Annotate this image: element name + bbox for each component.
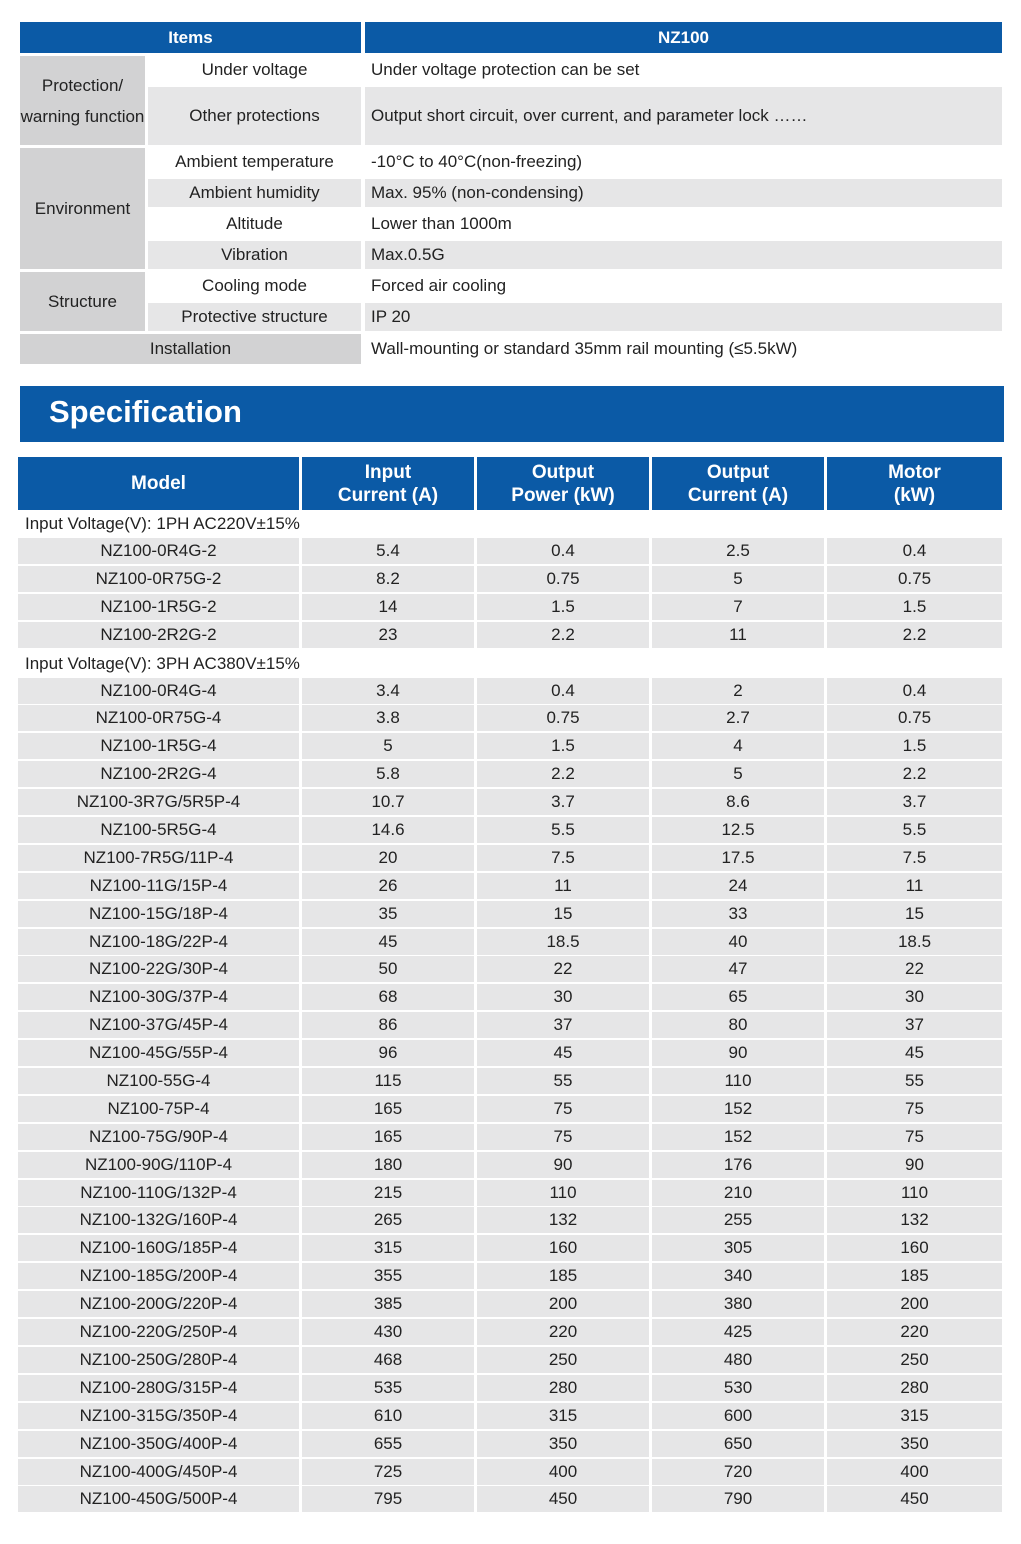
installation-row xyxy=(20,334,1002,364)
spec-header-output-power: Output Power (kW) xyxy=(477,457,649,510)
cell-output-current: 110 xyxy=(652,1068,824,1094)
cell-model: NZ100-350G/400P-4 xyxy=(18,1431,299,1457)
table-row xyxy=(18,929,1002,955)
cell-model: NZ100-2R2G-4 xyxy=(18,761,299,787)
cell-output-current: 5 xyxy=(652,566,824,592)
cell-model: NZ100-5R5G-4 xyxy=(18,817,299,843)
cell-motor: 400 xyxy=(827,1459,1002,1485)
cell-output-current: 4 xyxy=(652,733,824,759)
cell-input-current: 26 xyxy=(302,873,474,899)
cell-output-power: 250 xyxy=(477,1347,649,1373)
cell-output-current: 152 xyxy=(652,1124,824,1150)
cell-model: NZ100-450G/500P-4 xyxy=(18,1486,299,1512)
table-row xyxy=(18,901,1002,927)
cell-input-current: 535 xyxy=(302,1375,474,1401)
item-row xyxy=(148,148,1002,176)
cell-output-power: 30 xyxy=(477,984,649,1010)
cell-input-current: 5.4 xyxy=(302,538,474,564)
cell-output-power: 220 xyxy=(477,1319,649,1345)
cell-input-current: 8.2 xyxy=(302,566,474,592)
cell-output-power: 45 xyxy=(477,1040,649,1066)
cell-model: NZ100-11G/15P-4 xyxy=(18,873,299,899)
cell-output-power: 110 xyxy=(477,1180,649,1206)
table-row xyxy=(18,1403,1002,1429)
item-value: Max. 95% (non-condensing) xyxy=(365,179,1002,207)
table-row xyxy=(18,1319,1002,1345)
item-value: Lower than 1000m xyxy=(371,214,512,233)
group-label: Environment xyxy=(20,148,145,269)
cell-output-power: 200 xyxy=(477,1291,649,1317)
cell-model: NZ100-55G-4 xyxy=(18,1068,299,1094)
cell-motor: 110 xyxy=(827,1180,1002,1206)
cell-output-current: 2.5 xyxy=(652,538,824,564)
cell-output-power: 315 xyxy=(477,1403,649,1429)
spec-header-motor: Motor (kW) xyxy=(827,457,1002,510)
table-row xyxy=(18,538,1002,564)
cell-output-power: 450 xyxy=(477,1486,649,1512)
table-row xyxy=(18,789,1002,815)
cell-input-current: 68 xyxy=(302,984,474,1010)
item-row xyxy=(148,56,1002,84)
cell-output-power: 5.5 xyxy=(477,817,649,843)
cell-output-current: 12.5 xyxy=(652,817,824,843)
spec-body xyxy=(18,510,1002,1512)
cell-model: NZ100-110G/132P-4 xyxy=(18,1180,299,1206)
table-row xyxy=(18,1180,1002,1206)
cell-model: NZ100-0R4G-2 xyxy=(18,538,299,564)
item-row xyxy=(148,241,1002,269)
cell-motor: 132 xyxy=(827,1207,1002,1233)
table-row xyxy=(18,1263,1002,1289)
cell-input-current: 385 xyxy=(302,1291,474,1317)
cell-output-current: 176 xyxy=(652,1152,824,1178)
cell-motor: 37 xyxy=(827,1012,1002,1038)
cell-output-power: 3.7 xyxy=(477,789,649,815)
cell-output-current: 650 xyxy=(652,1431,824,1457)
cell-output-current: 24 xyxy=(652,873,824,899)
cell-motor: 11 xyxy=(827,873,1002,899)
cell-input-current: 3.8 xyxy=(302,705,474,731)
cell-output-power: 400 xyxy=(477,1459,649,1485)
table-row xyxy=(18,984,1002,1010)
cell-model: NZ100-75G/90P-4 xyxy=(18,1124,299,1150)
voltage-section-label: Input Voltage(V): 3PH AC380V±15% xyxy=(25,653,300,673)
cell-model: NZ100-160G/185P-4 xyxy=(18,1235,299,1261)
cell-output-current: 90 xyxy=(652,1040,824,1066)
cell-output-power: 75 xyxy=(477,1096,649,1122)
cell-input-current: 14 xyxy=(302,594,474,620)
table-row xyxy=(18,956,1002,982)
cell-output-current: 11 xyxy=(652,622,824,648)
cell-model: NZ100-37G/45P-4 xyxy=(18,1012,299,1038)
cell-input-current: 610 xyxy=(302,1403,474,1429)
cell-input-current: 10.7 xyxy=(302,789,474,815)
table-row xyxy=(18,678,1002,704)
group-protection xyxy=(20,56,1002,145)
cell-model: NZ100-30G/37P-4 xyxy=(18,984,299,1010)
spec-header-model: Model xyxy=(18,457,299,510)
item-key: Protective structure xyxy=(148,303,361,331)
table-row xyxy=(18,1291,1002,1317)
cell-motor: 18.5 xyxy=(827,929,1002,955)
cell-output-current: 65 xyxy=(652,984,824,1010)
table-row xyxy=(18,817,1002,843)
table-row xyxy=(18,705,1002,731)
item-key: Ambient humidity xyxy=(148,179,361,207)
cell-motor: 5.5 xyxy=(827,817,1002,843)
cell-input-current: 355 xyxy=(302,1263,474,1289)
cell-motor: 0.75 xyxy=(827,705,1002,731)
cell-model: NZ100-22G/30P-4 xyxy=(18,956,299,982)
item-value: Output short circuit, over current, and parameter lock …… xyxy=(365,87,1002,145)
cell-input-current: 35 xyxy=(302,901,474,927)
cell-output-power: 7.5 xyxy=(477,845,649,871)
cell-model: NZ100-18G/22P-4 xyxy=(18,929,299,955)
cell-motor: 7.5 xyxy=(827,845,1002,871)
item-key: Ambient temperature xyxy=(175,152,334,171)
cell-input-current: 50 xyxy=(302,956,474,982)
cell-output-current: 7 xyxy=(652,594,824,620)
item-value: IP 20 xyxy=(365,303,1002,331)
cell-output-current: 790 xyxy=(652,1486,824,1512)
cell-motor: 315 xyxy=(827,1403,1002,1429)
cell-output-current: 33 xyxy=(652,901,824,927)
table-row xyxy=(18,1040,1002,1066)
table-row xyxy=(18,1431,1002,1457)
item-row xyxy=(148,179,1002,207)
cell-input-current: 14.6 xyxy=(302,817,474,843)
group-label: Structure xyxy=(20,272,145,331)
cell-output-power: 160 xyxy=(477,1235,649,1261)
cell-model: NZ100-0R75G-4 xyxy=(18,705,299,731)
spec-header-input-current: Input Current (A) xyxy=(302,457,474,510)
cell-input-current: 45 xyxy=(302,929,474,955)
items-table xyxy=(20,22,1002,364)
cell-motor: 200 xyxy=(827,1291,1002,1317)
cell-motor: 185 xyxy=(827,1263,1002,1289)
cell-input-current: 115 xyxy=(302,1068,474,1094)
cell-output-current: 152 xyxy=(652,1096,824,1122)
cell-input-current: 165 xyxy=(302,1124,474,1150)
table-row xyxy=(18,845,1002,871)
cell-output-current: 600 xyxy=(652,1403,824,1429)
specification-banner xyxy=(20,386,1004,442)
voltage-section-label: Input Voltage(V): 1PH AC220V±15% xyxy=(25,514,300,533)
cell-output-current: 340 xyxy=(652,1263,824,1289)
table-row xyxy=(18,1375,1002,1401)
table-row xyxy=(18,1068,1002,1094)
cell-input-current: 86 xyxy=(302,1012,474,1038)
cell-output-current: 40 xyxy=(652,929,824,955)
item-value: Max.0.5G xyxy=(365,241,1002,269)
cell-output-current: 5 xyxy=(652,761,824,787)
cell-output-power: 22 xyxy=(477,956,649,982)
item-value: Under voltage protection can be set xyxy=(371,60,640,79)
cell-output-power: 0.4 xyxy=(477,538,649,564)
cell-output-current: 210 xyxy=(652,1180,824,1206)
item-key: Cooling mode xyxy=(202,276,307,295)
table-row xyxy=(18,1152,1002,1178)
cell-model: NZ100-45G/55P-4 xyxy=(18,1040,299,1066)
table-row xyxy=(18,873,1002,899)
cell-output-power: 185 xyxy=(477,1263,649,1289)
installation-key: Installation xyxy=(20,334,361,364)
cell-model: NZ100-1R5G-2 xyxy=(18,594,299,620)
cell-motor: 220 xyxy=(827,1319,1002,1345)
cell-output-current: 480 xyxy=(652,1347,824,1373)
table-row xyxy=(18,566,1002,592)
header-model: NZ100 xyxy=(365,22,1002,53)
cell-input-current: 5.8 xyxy=(302,761,474,787)
cell-motor: 0.4 xyxy=(827,538,1002,564)
item-row xyxy=(148,272,1002,300)
cell-output-power: 2.2 xyxy=(477,622,649,648)
cell-model: NZ100-400G/450P-4 xyxy=(18,1459,299,1485)
cell-model: NZ100-15G/18P-4 xyxy=(18,901,299,927)
cell-input-current: 265 xyxy=(302,1207,474,1233)
cell-output-power: 37 xyxy=(477,1012,649,1038)
item-row xyxy=(148,87,1002,145)
cell-output-current: 8.6 xyxy=(652,789,824,815)
cell-output-power: 90 xyxy=(477,1152,649,1178)
cell-model: NZ100-90G/110P-4 xyxy=(18,1152,299,1178)
item-key: Other protections xyxy=(148,87,361,145)
cell-output-power: 280 xyxy=(477,1375,649,1401)
cell-motor: 1.5 xyxy=(827,733,1002,759)
table-row xyxy=(18,761,1002,787)
cell-model: NZ100-185G/200P-4 xyxy=(18,1263,299,1289)
cell-output-power: 11 xyxy=(477,873,649,899)
cell-model: NZ100-132G/160P-4 xyxy=(18,1207,299,1233)
group-structure xyxy=(20,272,1002,331)
cell-input-current: 20 xyxy=(302,845,474,871)
item-key: Under voltage xyxy=(201,60,308,79)
cell-output-power: 132 xyxy=(477,1207,649,1233)
cell-output-power: 0.75 xyxy=(477,705,649,731)
cell-motor: 2.2 xyxy=(827,761,1002,787)
cell-input-current: 23 xyxy=(302,622,474,648)
cell-output-power: 2.2 xyxy=(477,761,649,787)
group-label: Protection/ warning function xyxy=(20,56,145,145)
item-value: Forced air cooling xyxy=(371,276,507,295)
cell-output-power: 0.75 xyxy=(477,566,649,592)
cell-input-current: 165 xyxy=(302,1096,474,1122)
cell-output-current: 2.7 xyxy=(652,705,824,731)
cell-output-current: 530 xyxy=(652,1375,824,1401)
cell-motor: 15 xyxy=(827,901,1002,927)
table-row xyxy=(18,1124,1002,1150)
table-row xyxy=(18,1486,1002,1512)
table-row xyxy=(18,622,1002,648)
cell-model: NZ100-0R75G-2 xyxy=(18,566,299,592)
cell-model: NZ100-0R4G-4 xyxy=(18,678,299,704)
cell-output-power: 75 xyxy=(477,1124,649,1150)
spec-header-output-current: Output Current (A) xyxy=(652,457,824,510)
cell-motor: 250 xyxy=(827,1347,1002,1373)
cell-motor: 22 xyxy=(827,956,1002,982)
cell-output-current: 47 xyxy=(652,956,824,982)
cell-motor: 350 xyxy=(827,1431,1002,1457)
specification-title: Specification xyxy=(49,394,242,429)
cell-model: NZ100-280G/315P-4 xyxy=(18,1375,299,1401)
cell-input-current: 215 xyxy=(302,1180,474,1206)
cell-motor: 450 xyxy=(827,1486,1002,1512)
cell-model: NZ100-220G/250P-4 xyxy=(18,1319,299,1345)
item-row xyxy=(148,210,1002,238)
cell-input-current: 3.4 xyxy=(302,678,474,704)
cell-input-current: 96 xyxy=(302,1040,474,1066)
cell-output-current: 305 xyxy=(652,1235,824,1261)
table-row xyxy=(18,733,1002,759)
cell-model: NZ100-200G/220P-4 xyxy=(18,1291,299,1317)
item-key: Altitude xyxy=(226,214,283,233)
cell-output-current: 17.5 xyxy=(652,845,824,871)
table-row xyxy=(18,1207,1002,1233)
items-table-header xyxy=(20,22,1002,53)
cell-model: NZ100-2R2G-2 xyxy=(18,622,299,648)
cell-motor: 1.5 xyxy=(827,594,1002,620)
group-environment xyxy=(20,148,1002,269)
cell-output-power: 15 xyxy=(477,901,649,927)
cell-input-current: 180 xyxy=(302,1152,474,1178)
cell-model: NZ100-315G/350P-4 xyxy=(18,1403,299,1429)
cell-input-current: 315 xyxy=(302,1235,474,1261)
table-row xyxy=(18,1012,1002,1038)
item-value: -10°C to 40°C(non-freezing) xyxy=(371,152,583,171)
cell-motor: 2.2 xyxy=(827,622,1002,648)
cell-output-current: 720 xyxy=(652,1459,824,1485)
cell-motor: 75 xyxy=(827,1096,1002,1122)
cell-input-current: 430 xyxy=(302,1319,474,1345)
cell-output-current: 255 xyxy=(652,1207,824,1233)
cell-model: NZ100-7R5G/11P-4 xyxy=(18,845,299,871)
cell-model: NZ100-250G/280P-4 xyxy=(18,1347,299,1373)
cell-model: NZ100-1R5G-4 xyxy=(18,733,299,759)
item-key: Vibration xyxy=(148,241,361,269)
cell-output-current: 380 xyxy=(652,1291,824,1317)
table-row xyxy=(18,1096,1002,1122)
cell-motor: 90 xyxy=(827,1152,1002,1178)
cell-input-current: 468 xyxy=(302,1347,474,1373)
cell-motor: 0.75 xyxy=(827,566,1002,592)
cell-output-power: 55 xyxy=(477,1068,649,1094)
cell-output-power: 1.5 xyxy=(477,733,649,759)
cell-output-current: 2 xyxy=(652,678,824,704)
cell-model: NZ100-3R7G/5R5P-4 xyxy=(18,789,299,815)
cell-motor: 0.4 xyxy=(827,678,1002,704)
cell-motor: 3.7 xyxy=(827,789,1002,815)
table-row xyxy=(18,1347,1002,1373)
cell-input-current: 725 xyxy=(302,1459,474,1485)
cell-input-current: 795 xyxy=(302,1486,474,1512)
cell-output-current: 425 xyxy=(652,1319,824,1345)
cell-output-power: 18.5 xyxy=(477,929,649,955)
table-row xyxy=(18,1235,1002,1261)
cell-motor: 75 xyxy=(827,1124,1002,1150)
cell-output-power: 350 xyxy=(477,1431,649,1457)
cell-motor: 55 xyxy=(827,1068,1002,1094)
cell-motor: 160 xyxy=(827,1235,1002,1261)
specification-table xyxy=(18,457,1002,1514)
cell-input-current: 5 xyxy=(302,733,474,759)
cell-output-current: 80 xyxy=(652,1012,824,1038)
table-row xyxy=(18,594,1002,620)
cell-motor: 45 xyxy=(827,1040,1002,1066)
spec-header-row xyxy=(18,457,1002,510)
cell-input-current: 655 xyxy=(302,1431,474,1457)
cell-motor: 280 xyxy=(827,1375,1002,1401)
table-row xyxy=(18,1459,1002,1485)
installation-value: Wall-mounting or standard 35mm rail mounting (≤5.5kW) xyxy=(371,339,798,358)
cell-model: NZ100-75P-4 xyxy=(18,1096,299,1122)
cell-motor: 30 xyxy=(827,984,1002,1010)
cell-output-power: 0.4 xyxy=(477,678,649,704)
header-items: Items xyxy=(20,22,361,53)
item-row xyxy=(148,303,1002,331)
cell-output-power: 1.5 xyxy=(477,594,649,620)
